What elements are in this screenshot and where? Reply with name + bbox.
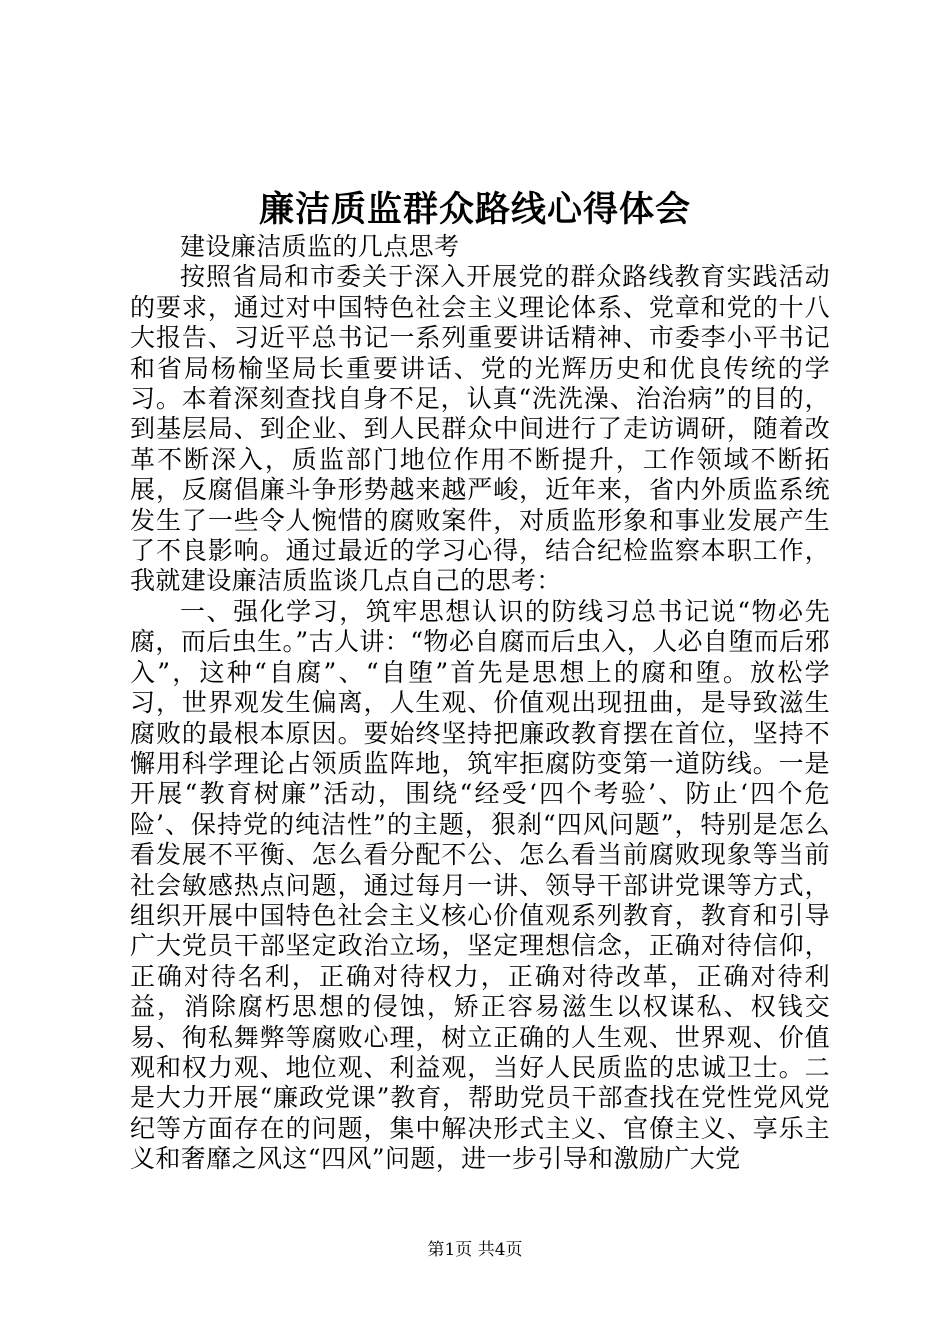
intro-paragraph: 按照省局和市委关于深入开展党的群众路线教育实践活动的要求，通过对中国特色社会主义理论体系、党章和党的十八大报告、习近平总书记一系列重要讲话精神、市委李小平书记和省局杨榆坚局长重要讲话、党的光辉历史和优良传统的学习。本着深刻查找自身不足，认真“洗洗澡、治治病”的目的，到基层局、到企业、到人民群众中间进行了走访调研，随着改革不断深入，质监部门地位作用不断提升，工作领域不断拓展，反腐倡廉斗争形势越来越严峻，近年来，省内外质监系统发生了一些令人惋惜的腐败案件，对质监形象和事业发展产生了不良影响。通过最近的学习心得，结合纪检监察本职工作，我就建设廉洁质监谈几点自己的思考： [130,262,830,596]
document-title: 廉洁质监群众路线心得体会 [258,189,691,230]
section-one-paragraph: 一、强化学习，筑牢思想认识的防线习总书记说“物必先腐，而后虫生。”古人讲：“物必自腐而后虫入，人必自堕而后邪入”，这种“自腐”、“自堕”首先是思想上的腐和堕。放松学习，世界观发生偏离，人生观、价值观出现扭曲，是导致滋生腐败的最根本原因。要始终坚持把廉政教育摆在首位，坚持不懈用科学理论占领质监阵地，筑牢拒腐防变第一道防线。一是开展“教育树廉”活动，围绕“经受‘四个考验’、防止‘四个危险’、保持党的纯洁性”的主题，狠刹“四风问题”，特别是怎么看发展不平衡、怎么看分配不公、怎么看当前腐败现象等当前社会敏感热点问题，通过每月一讲、领导干部讲党课等方式，组织开展中国特色社会主义核心价值观系列教育，教育和引导广大党员干部坚定政治立场，坚定理想信念，正确对待信仰，正确对待名利，正确对待权力，正确对待改革，正确对待利益，消除腐朽思想的侵蚀，矫正容易滋生以权谋私、权钱交易、徇私舞弊等腐败心理，树立正确的人生观、世界观、价值观和权力观、地位观、利益观，当好人民质监的忠诚卫士。二是大力开展“廉政党课”教育，帮助党员干部查找在党性党风党纪等方面存在的问题，集中解决形式主义、官僚主义、享乐主义和奢靡之风这“四风”问题，进一步引导和激励广大党 [130,596,830,1174]
page-number-footer: 第1页 共4页 [427,1240,523,1260]
subtitle-paragraph: 建设廉洁质监的几点思考 [180,232,460,261]
document-body [130,232,830,1175]
